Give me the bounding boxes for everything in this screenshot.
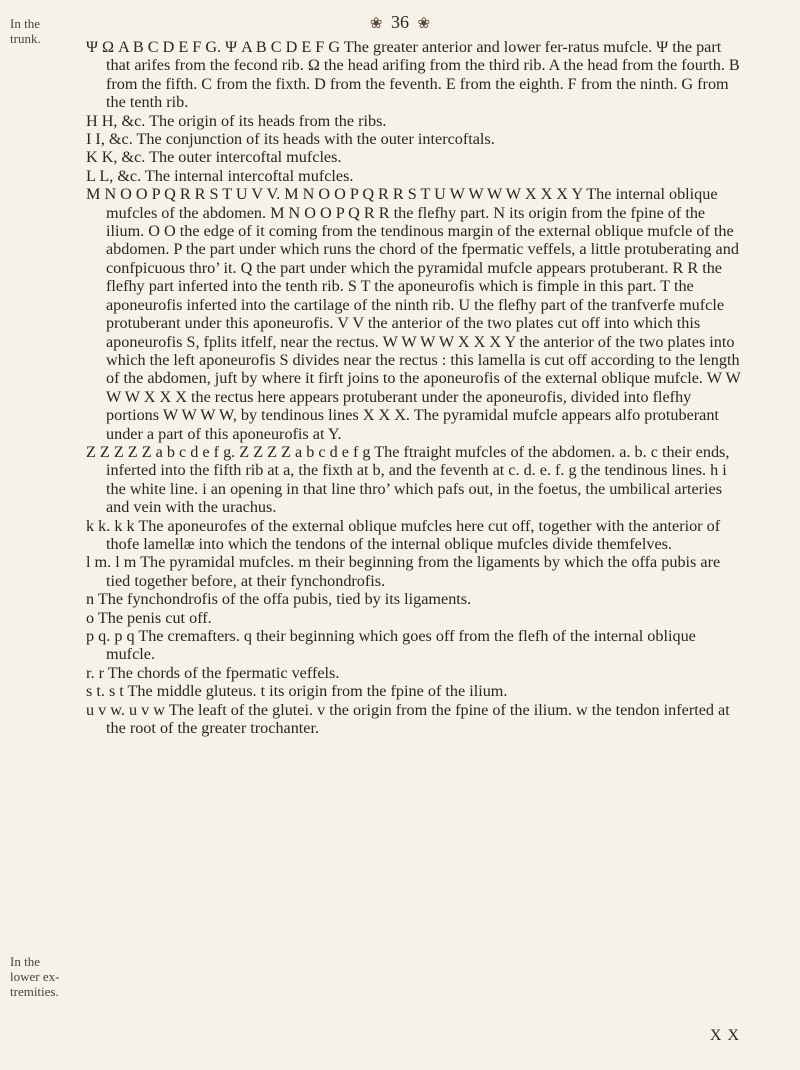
margin-note-line: trunk. bbox=[10, 31, 41, 46]
ornament-left-icon: ❀ bbox=[369, 16, 383, 32]
entry-internal-intercostals: L L, &c. The internal intercoftal mufcles. bbox=[86, 166, 354, 185]
margin-note-line: tremities. bbox=[10, 984, 59, 999]
margin-note-line: In the bbox=[10, 954, 40, 969]
margin-note-line: lower ex- bbox=[10, 969, 60, 984]
entry-cremasters: p q. p q The cremafters. q their beginning which goes off from the flefh of the internal oblique mufcle. bbox=[86, 627, 696, 664]
margin-note-trunk bbox=[10, 16, 41, 46]
page-header bbox=[0, 12, 800, 33]
text-body bbox=[86, 38, 746, 737]
entry-origin-heads: H H, &c. The origin of its heads from the ribs. bbox=[86, 111, 387, 130]
entry-spermatic-chords: r. r The chords of the fpermatic veffels. bbox=[86, 663, 340, 682]
entry-serratus: Ψ Ω A B C D E F G. Ψ A B C D E F G The greater anterior and lower fer-ratus mufcle. Ψ the part that arifes from the fecond rib. Ω the head arifing from the third rib. A the head from the fourth. B from the fifth. C from the fixth. D from the feventh. E from the eighth. F from the ninth. G from the tenth rib. bbox=[86, 38, 740, 112]
entry-middle-gluteus: s t. s t The middle gluteus. t its origin from the fpine of the ilium. bbox=[86, 682, 508, 701]
entry-least-glutei: u v w. u v w The leaft of the glutei. v the origin from the fpine of the ilium. w the tendon inferted at the root of the greater trochanter. bbox=[86, 700, 730, 738]
page-number: 36 bbox=[391, 12, 409, 32]
entry-conjunction: I I, &c. The conjunction of its heads with the outer intercoftals. bbox=[86, 130, 495, 149]
ornament-right-icon: ❀ bbox=[417, 16, 431, 32]
entry-penis: o The penis cut off. bbox=[86, 608, 212, 627]
entry-synchondrosis: n The fynchondrofis of the offa pubis, tied by its ligaments. bbox=[86, 590, 472, 609]
entry-straight-muscles: Z Z Z Z Z a b c d e f g. Z Z Z Z a b c d e f g The ftraight mufcles of the abdomen. a. b. c their ends, inferted into the fifth rib at a, the fixth at b, and the feventh at c. d. e. f. g the tendinous lines. h i the white line. i an opening in that line thro’ which pafs out, in the foetus, the umbilical arteries and vein with the urachus. bbox=[86, 442, 730, 517]
margin-note-lower-extremities bbox=[10, 954, 59, 999]
entry-aponeuroses: k k. k k The aponeurofes of the external oblique mufcles here cut off, together with the anterior of thofe lamellæ into which the tendons of the internal oblique mufcles divide themfelves. bbox=[86, 516, 721, 553]
entry-internal-oblique: M N O O P Q R R S T U V V. M N O O P Q R R S T U W W W W X X X Y The internal oblique mufcles of the abdomen. M N O O P Q R R the flefhy part. N its origin from the fpine of the ilium. O O the edge of it coming from the tendinous margin of the external oblique mufcle of the abdomen. P the part under which runs the chord of the fpermatic veffels, a little protuberating and confpicuous thro’ it. Q the part under which the pyramidal mufcle appears protuberant. R R the flefhy part inferted into the tenth rib. S T the aponeurofis which is fimple in this part. T the aponeurofis inferted into the cartilage of the ninth rib. U the flefhy part of the tranfverfe mufcle protuberant under this aponeurofis. V V the anterior of the two plates cut off into which this aponeurofis S, fplits itfelf, near the rectus. W W W W X X X Y the anterior of the two plates into which the left aponeurofis S divides near the rectus : this lamella is cut off according to the length of the abdomen, juft by where it firft joins to the aponeurofis of the external oblique mufcle. W W W W X X X the rectus here appears protuberant under the aponeurofis, divided into flefhy portions W W W W, by tendinous lines X X X. The pyramidal mufcle appears alfo protuberant under a part of this aponeurofis at Y. bbox=[86, 185, 741, 443]
entry-outer-intercostals: K K, &c. The outer intercoftal mufcles. bbox=[86, 148, 342, 167]
margin-note-line: In the bbox=[10, 16, 40, 31]
entry-pyramidal: l m. l m The pyramidal mufcles. m their beginning from the ligaments by which the offa pubis are tied together before, at their fynchondrofis. bbox=[86, 553, 721, 590]
catchword: X X bbox=[709, 1027, 740, 1044]
